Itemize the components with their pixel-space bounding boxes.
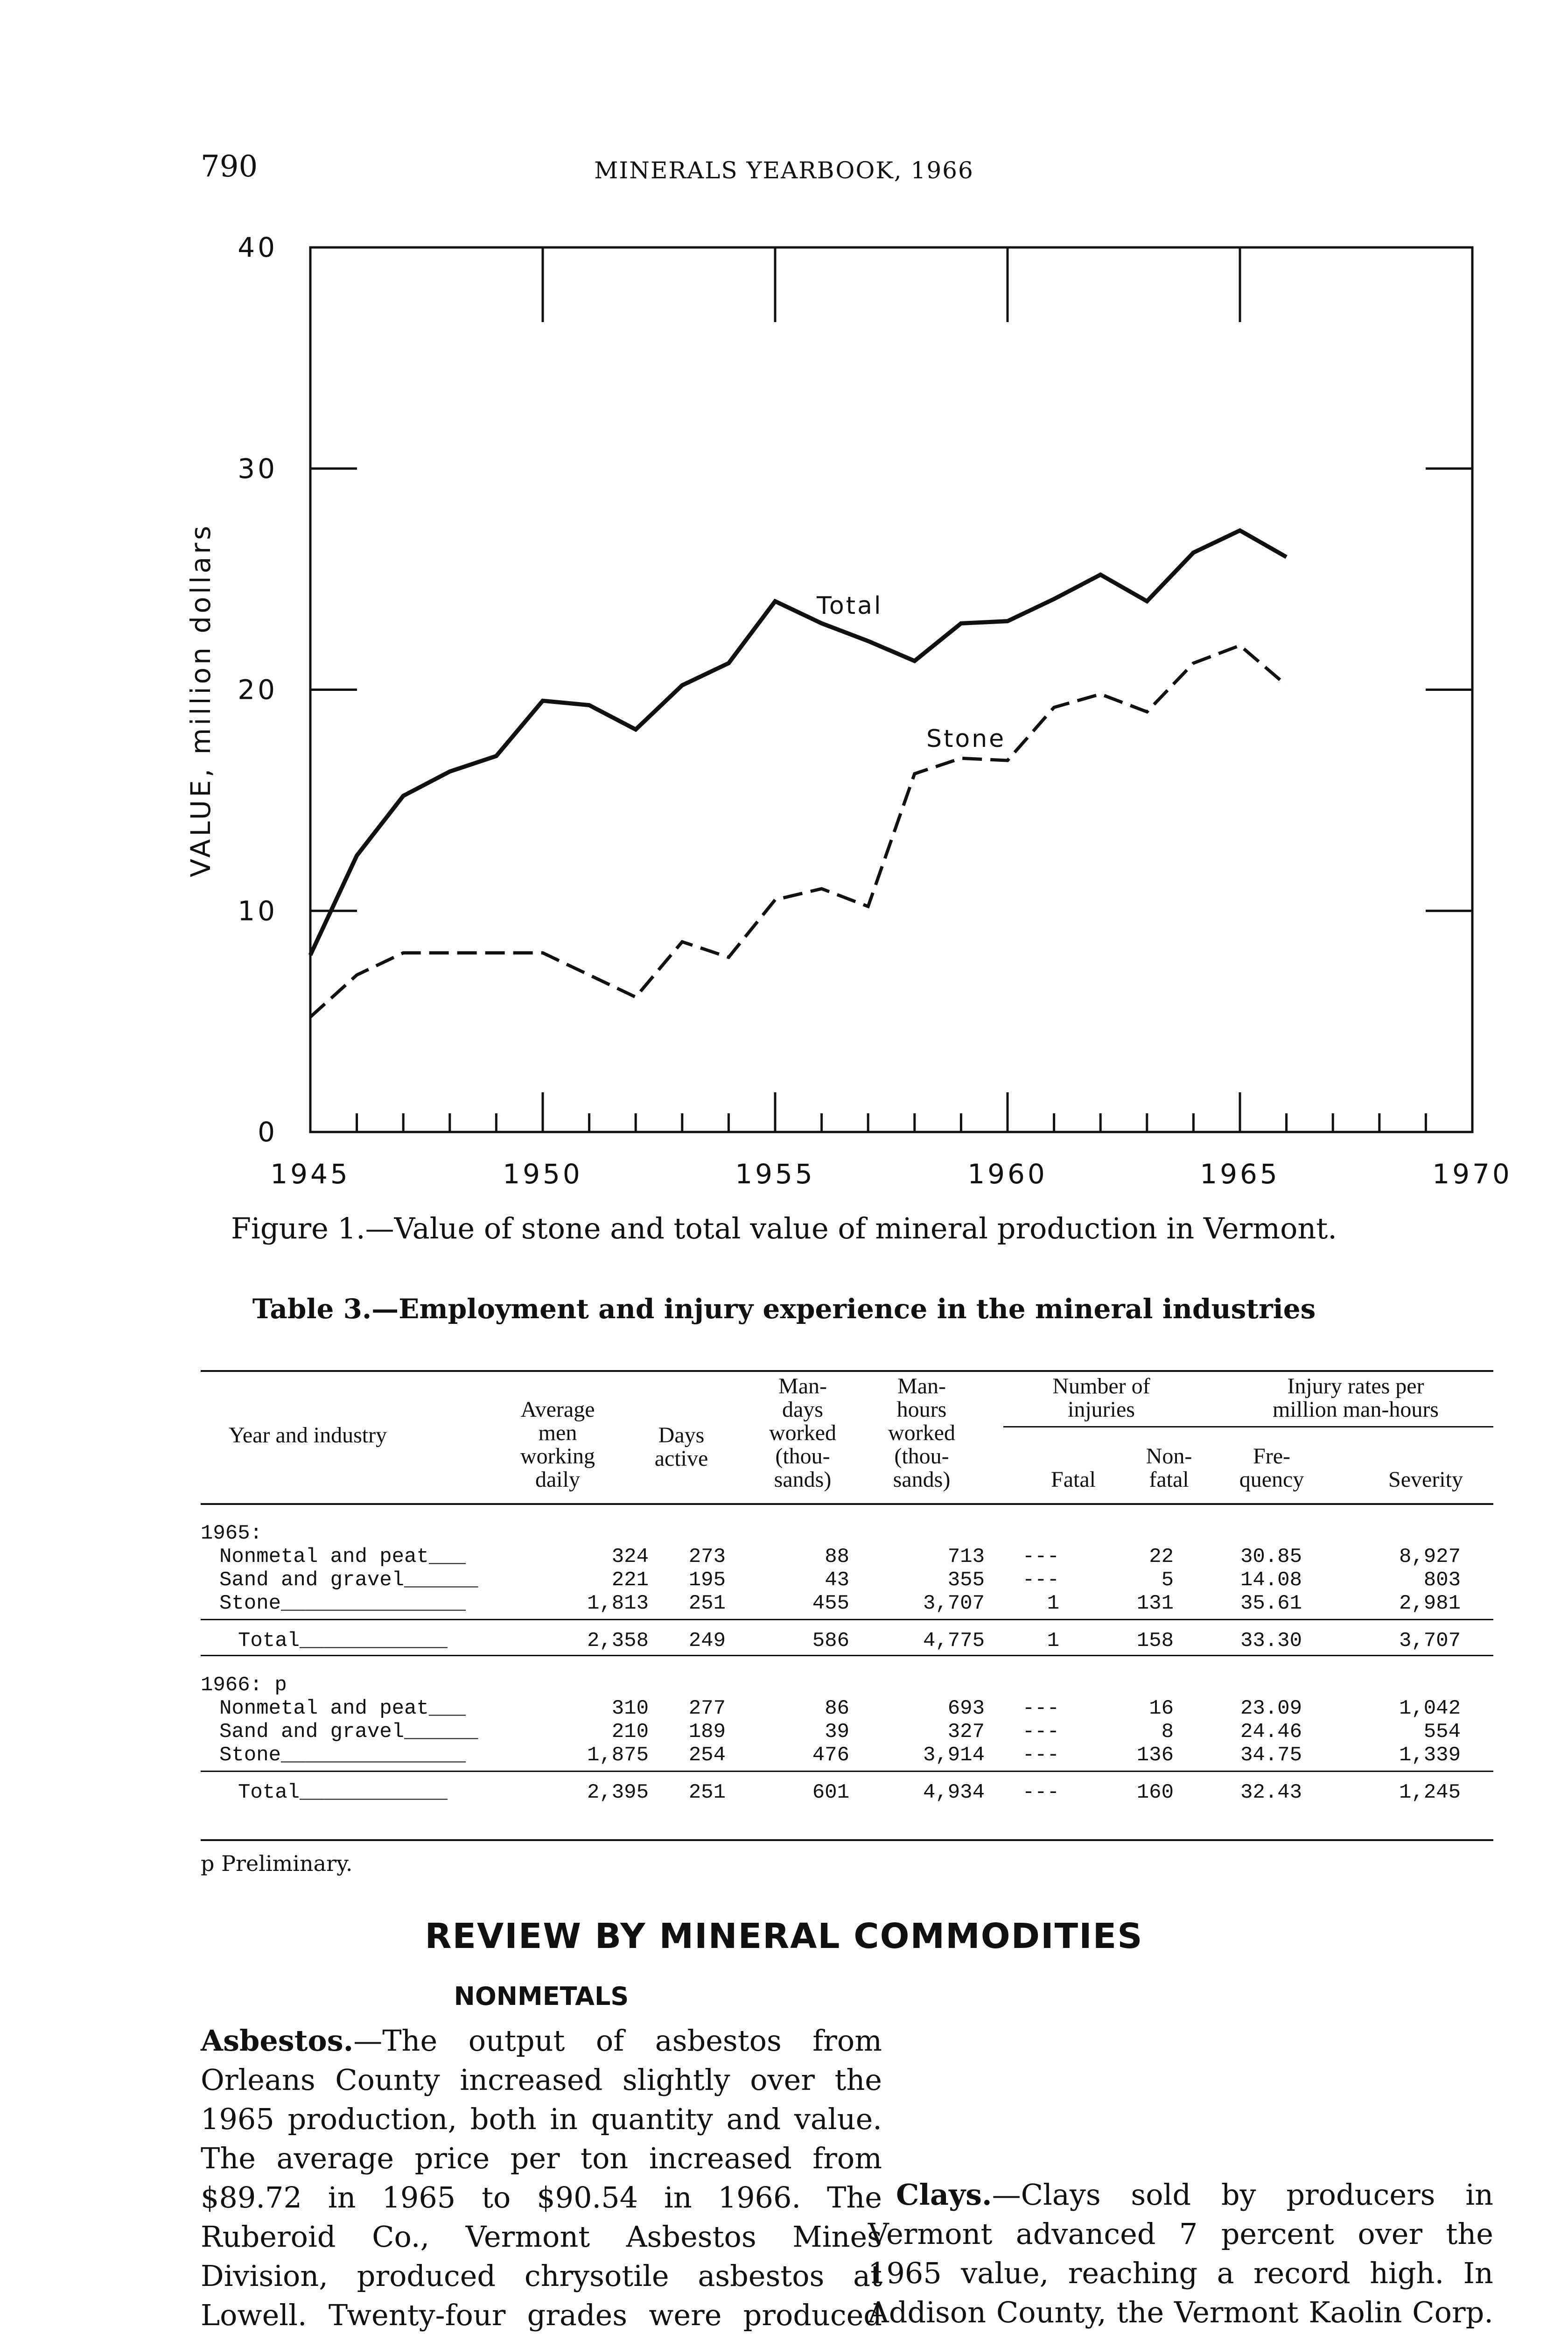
row-fatal: --- — [1022, 1568, 1059, 1592]
row-severity: 803 — [1423, 1568, 1461, 1592]
row-man_days: 39 — [825, 1720, 849, 1743]
row-men: 221 — [611, 1568, 649, 1592]
column-left — [201, 2021, 882, 2334]
y-tick-label: 30 — [238, 452, 278, 485]
row-days: 273 — [688, 1545, 726, 1568]
th-num-injuries: Number of injuries — [1052, 1374, 1150, 1422]
total-man_days: 601 — [812, 1781, 849, 1804]
total-days: 249 — [688, 1629, 726, 1652]
row-man_hours: 3,914 — [923, 1743, 985, 1767]
row-man_days: 476 — [812, 1743, 849, 1767]
row-fatal: 1 — [1047, 1592, 1059, 1615]
row-nonfatal: 22 — [1149, 1545, 1174, 1568]
figure-caption: Figure 1.—Value of stone and total value of mineral production in Vermont. — [231, 1211, 1337, 1245]
row-severity: 8,927 — [1399, 1545, 1461, 1568]
total-days: 251 — [688, 1781, 726, 1804]
x-tick-label: 1960 — [967, 1158, 1048, 1190]
row-industry: Stone_______________ — [219, 1592, 466, 1615]
y-tick-label: 40 — [238, 232, 278, 263]
column-right — [868, 2175, 1493, 2334]
plot-frame — [310, 247, 1472, 1132]
row-men: 1,875 — [587, 1743, 649, 1767]
x-tick-label: 1950 — [503, 1158, 583, 1190]
row-man_days: 88 — [825, 1545, 849, 1568]
x-tick-label: 1955 — [735, 1158, 815, 1190]
row-industry: Nonmetal and peat___ — [219, 1697, 466, 1720]
row-industry: Nonmetal and peat___ — [219, 1545, 466, 1568]
row-men: 1,813 — [587, 1592, 649, 1615]
row-industry: Sand and gravel______ — [219, 1720, 478, 1743]
row-frequency: 34.75 — [1240, 1743, 1302, 1767]
th-man-days: Man- days worked (thou- sands) — [769, 1374, 836, 1492]
th-frequency: Fre- quency — [1239, 1444, 1304, 1492]
total-fatal: --- — [1022, 1781, 1059, 1804]
year-label: 1965: — [201, 1522, 263, 1545]
table-title: Table 3.—Employment and injury experience in the mineral industries — [252, 1293, 1316, 1325]
total-nonfatal: 158 — [1136, 1629, 1174, 1652]
x-tick-label: 1970 — [1432, 1158, 1512, 1190]
th-days-active: Days active — [654, 1423, 708, 1471]
th-year-industry: Year and industry — [229, 1423, 387, 1448]
total-industry: Total____________ — [238, 1781, 448, 1804]
series-label-total: Total — [817, 592, 883, 620]
asbestos-label: Asbestos. — [201, 2024, 354, 2058]
row-nonfatal: 16 — [1149, 1697, 1174, 1720]
row-frequency: 14.08 — [1240, 1568, 1302, 1592]
th-severity: Severity — [1388, 1467, 1463, 1492]
row-men: 324 — [611, 1545, 649, 1568]
th-injury-rates: Injury rates per million man-hours — [1273, 1374, 1439, 1422]
row-frequency: 30.85 — [1240, 1545, 1302, 1568]
total-man_hours: 4,775 — [923, 1629, 985, 1652]
y-tick-label: 10 — [238, 895, 278, 927]
total-rule — [201, 1619, 1493, 1620]
row-severity: 1,339 — [1399, 1743, 1461, 1767]
th-sub-rule — [1003, 1426, 1493, 1427]
year-label: 1966: p — [201, 1673, 287, 1697]
row-man_hours: 355 — [947, 1568, 985, 1592]
series-label-stone: Stone — [926, 725, 1006, 753]
row-frequency: 23.09 — [1240, 1697, 1302, 1720]
clays-label: Clays. — [896, 2178, 992, 2212]
row-days: 251 — [688, 1592, 726, 1615]
row-man_days: 86 — [825, 1697, 849, 1720]
row-man_hours: 693 — [947, 1697, 985, 1720]
row-frequency: 24.46 — [1240, 1720, 1302, 1743]
row-fatal: --- — [1022, 1545, 1059, 1568]
section-heading: REVIEW BY MINERAL COMMODITIES — [425, 1916, 1143, 1956]
row-severity: 1,042 — [1399, 1697, 1461, 1720]
th-man-hours: Man- hours worked (thou- sands) — [888, 1374, 955, 1492]
total-men: 2,395 — [587, 1781, 649, 1804]
row-man_hours: 713 — [947, 1545, 985, 1568]
row-fatal: --- — [1022, 1743, 1059, 1767]
series-line-total — [310, 530, 1287, 955]
subsection-heading: NONMETALS — [454, 1982, 629, 2011]
clays-text: —Clays sold by producers in Vermont advanced 7 percent over the 1965 value, reaching a record high. In Addison County, the Vermont Kaolin Corp. — [868, 2178, 1493, 2329]
series-line-stone — [310, 646, 1287, 1017]
row-days: 277 — [688, 1697, 726, 1720]
row-nonfatal: 5 — [1161, 1568, 1174, 1592]
page-number: 790 — [201, 149, 258, 184]
row-days: 254 — [688, 1743, 726, 1767]
running-title: MINERALS YEARBOOK, 1966 — [594, 157, 974, 184]
row-man_days: 43 — [825, 1568, 849, 1592]
total-man_hours: 4,934 — [923, 1781, 985, 1804]
th-nonfatal: Non- fatal — [1146, 1444, 1192, 1492]
asbestos-text: —The output of asbestos from Orleans County increased slightly over the 1965 production, both in quantity and value. The average price per ton increased from $89.72 in 1965 to $90.54 in 1966. The Ruberoid Co., Vermont Asbestos Mines Division, produced chrysotile asbestos at Lowell. Twenty-four grades were produced — [201, 2024, 882, 2332]
th-fatal: Fatal — [1051, 1467, 1096, 1492]
y-tick-label: 0 — [258, 1116, 278, 1148]
row-severity: 2,981 — [1399, 1592, 1461, 1615]
row-industry: Stone_______________ — [219, 1743, 466, 1767]
total-men: 2,358 — [587, 1629, 649, 1652]
table-top-rule — [201, 1370, 1493, 1372]
row-nonfatal: 136 — [1136, 1743, 1174, 1767]
row-men: 310 — [611, 1697, 649, 1720]
row-days: 195 — [688, 1568, 726, 1592]
row-nonfatal: 8 — [1161, 1720, 1174, 1743]
row-fatal: --- — [1022, 1720, 1059, 1743]
row-man_hours: 327 — [947, 1720, 985, 1743]
total-rule — [201, 1771, 1493, 1772]
row-industry: Sand and gravel______ — [219, 1568, 478, 1592]
row-man_hours: 3,707 — [923, 1592, 985, 1615]
table-bottom-rule — [201, 1839, 1493, 1841]
total-nonfatal: 160 — [1136, 1781, 1174, 1804]
row-men: 210 — [611, 1720, 649, 1743]
row-nonfatal: 131 — [1136, 1592, 1174, 1615]
row-days: 189 — [688, 1720, 726, 1743]
row-man_days: 455 — [812, 1592, 849, 1615]
row-fatal: --- — [1022, 1697, 1059, 1720]
table-footnote: p Preliminary. — [201, 1851, 353, 1876]
total-frequency: 33.30 — [1240, 1629, 1302, 1652]
x-tick-label: 1945 — [270, 1158, 350, 1190]
total-frequency: 32.43 — [1240, 1781, 1302, 1804]
total-severity: 3,707 — [1399, 1629, 1461, 1652]
row-frequency: 35.61 — [1240, 1592, 1302, 1615]
row-severity: 554 — [1423, 1720, 1461, 1743]
x-tick-label: 1965 — [1200, 1158, 1280, 1190]
total-severity: 1,245 — [1399, 1781, 1461, 1804]
total-fatal: 1 — [1047, 1629, 1059, 1652]
y-axis-label: VALUE, million dollars — [185, 523, 217, 878]
total-man_days: 586 — [812, 1629, 849, 1652]
y-tick-label: 20 — [238, 674, 278, 706]
total-industry: Total____________ — [238, 1629, 448, 1652]
group-rule — [201, 1655, 1493, 1656]
header-bottom-rule — [201, 1503, 1493, 1505]
th-avg-men: Average men working daily — [520, 1397, 595, 1492]
